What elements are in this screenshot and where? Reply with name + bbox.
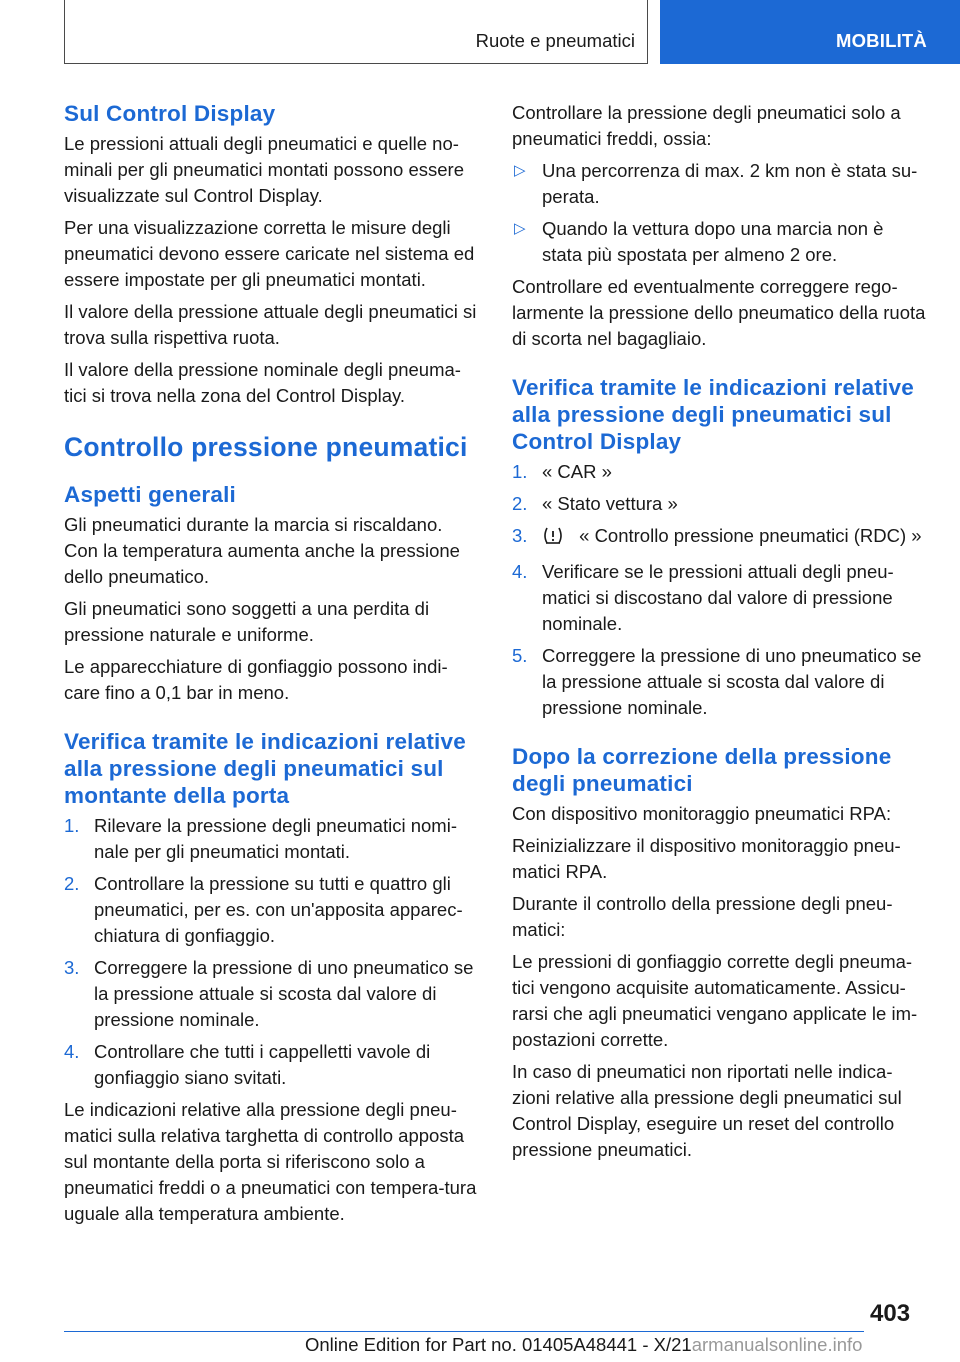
paragraph: Per una visualizzazione corretta le misure degli pneumatici devono essere caricate nel sistema ed essere impostate per gli pneumatici montati. (64, 217, 475, 290)
list-number: 2. (64, 873, 80, 894)
page-number: 403 (870, 1300, 911, 1327)
list-text: Quando la vettura dopo una marcia non è stata più spostata per almeno 2 ore. (542, 218, 884, 265)
list-number: 4. (512, 561, 528, 582)
list-item (512, 216, 928, 268)
heading-control-display: Sul Control Display (64, 101, 276, 126)
list-text: « Controllo pressione pneumatici (RDC) » (579, 525, 922, 546)
list-item (512, 491, 928, 517)
bullet-triangle-icon: ▷ (514, 220, 526, 237)
paragraph: Il valore della pressione nominale degli pneuma‐tici si trova nella zona del Control Display. (64, 359, 461, 406)
list-item (512, 523, 928, 553)
paragraph: Gli pneumatici sono soggetti a una perdita di pressione naturale e uniforme. (64, 598, 430, 645)
list-number: 2. (512, 493, 528, 514)
list-number: 5. (512, 645, 528, 666)
heading-tire-pressure-check: Controllo pressione pneumatici (64, 432, 468, 462)
list-number: 3. (64, 957, 80, 978)
list-text: « CAR » (542, 461, 612, 482)
paragraph: Le apparecchiature di gonfiaggio possono indi‐care fino a 0,1 bar in meno. (64, 656, 448, 703)
paragraph: Reinizializzare il dispositivo monitoraggio pneu‐matici RPA. (512, 835, 901, 882)
paragraph: Controllare la pressione degli pneumatici solo a pneumatici freddi, ossia: (512, 102, 901, 149)
list-item (512, 643, 928, 721)
list-text: Correggere la pressione di uno pneumatico se la pressione attuale si scosta dal valore di pressione nominale. (94, 957, 474, 1030)
list-number: 1. (64, 815, 80, 836)
footer-edition (305, 1334, 862, 1356)
bullet-triangle-icon: ▷ (514, 162, 526, 179)
list-item (512, 158, 928, 210)
list-text: « Stato vettura » (542, 493, 678, 514)
header-chapter-title: MOBILITÀ (835, 30, 927, 51)
list-text: Controllare che tutti i cappelletti vavole di gonfiaggio siano svitati. (94, 1041, 431, 1088)
paragraph: Le indicazioni relative alla pressione degli pneu‐matici sulla relativa targhetta di controllo apposta sul montante della porta si riferiscono solo a pneumatici freddi o a pneumatici con tempera‐tura uguale alla temperatura ambiente. (64, 1099, 477, 1224)
list-text: Controllare la pressione su tutti e quattro gli pneumatici, per es. con un'apposita apparec‐chiatura di gonfiaggio. (94, 873, 463, 946)
header-section-box (64, 0, 648, 64)
footer-watermark: armanualsonline.info (691, 1334, 863, 1355)
tire-pressure-warning-icon (542, 526, 564, 553)
list-number: 1. (512, 461, 528, 482)
heading-control-display-check: Verifica tramite le indicazioni relative alla pressione degli pneumatici sul Control Display (512, 375, 914, 454)
heading-door-pillar-check: Verifica tramite le indicazioni relative alla pressione degli pneumatici sul montante della porta (64, 729, 466, 808)
list-number: 4. (64, 1041, 80, 1062)
footer-edition-text: Online Edition for Part no. 01405A48441 - X/21 (305, 1334, 692, 1355)
paragraph: Gli pneumatici durante la marcia si riscaldano. Con la temperatura aumenta anche la pressione dello pneumatico. (64, 514, 460, 587)
list-item (64, 955, 478, 1033)
paragraph: Con dispositivo monitoraggio pneumatici RPA: (512, 803, 892, 824)
header-section-title: Ruote e pneumatici (475, 30, 635, 51)
paragraph: Il valore della pressione attuale degli pneumatici si trova sulla rispettiva ruota. (64, 301, 477, 348)
paragraph: In caso di pneumatici non riportati nelle indica‐zioni relative alla pressione degli pneumatici sul Control Display, eseguire un reset del controllo pressione pneumatici. (512, 1061, 902, 1160)
right-column (512, 100, 928, 1169)
left-column (64, 100, 478, 1233)
list-item (64, 871, 478, 949)
paragraph: Le pressioni di gonfiaggio corrette degli pneuma‐tici vengono acquisite automaticamente. Assicu‐rarsi che agli pneumatici vengano applicate le im‐postazioni corrette. (512, 951, 918, 1050)
paragraph: Le pressioni attuali degli pneumatici e quelle no‐minali per gli pneumatici montati possono essere visualizzate sul Control Display. (64, 133, 465, 206)
list-item (512, 459, 928, 485)
header-chapter-tab (660, 0, 960, 64)
list-text: Verificare se le pressioni attuali degli pneu‐matici si discostano dal valore di pressione nominale. (542, 561, 894, 634)
paragraph: Durante il controllo della pressione degli pneu‐matici: (512, 893, 893, 940)
list-text: Rilevare la pressione degli pneumatici nomi‐nale per gli pneumatici montati. (94, 815, 457, 862)
footer-divider (64, 1331, 864, 1332)
heading-general-aspects: Aspetti generali (64, 482, 236, 507)
list-item (64, 813, 478, 865)
list-number: 3. (512, 525, 528, 546)
heading-after-correction: Dopo la correzione della pressione degli pneumatici (512, 744, 892, 796)
list-item (64, 1039, 478, 1091)
list-text: Una percorrenza di max. 2 km non è stata su‐perata. (542, 160, 918, 207)
list-item (512, 559, 928, 637)
list-text: Correggere la pressione di uno pneumatico se la pressione attuale si scosta dal valore di pressione nominale. (542, 645, 922, 718)
paragraph: Controllare ed eventualmente correggere rego‐larmente la pressione dello pneumatico della ruota di scorta nel bagagliaio. (512, 276, 926, 349)
